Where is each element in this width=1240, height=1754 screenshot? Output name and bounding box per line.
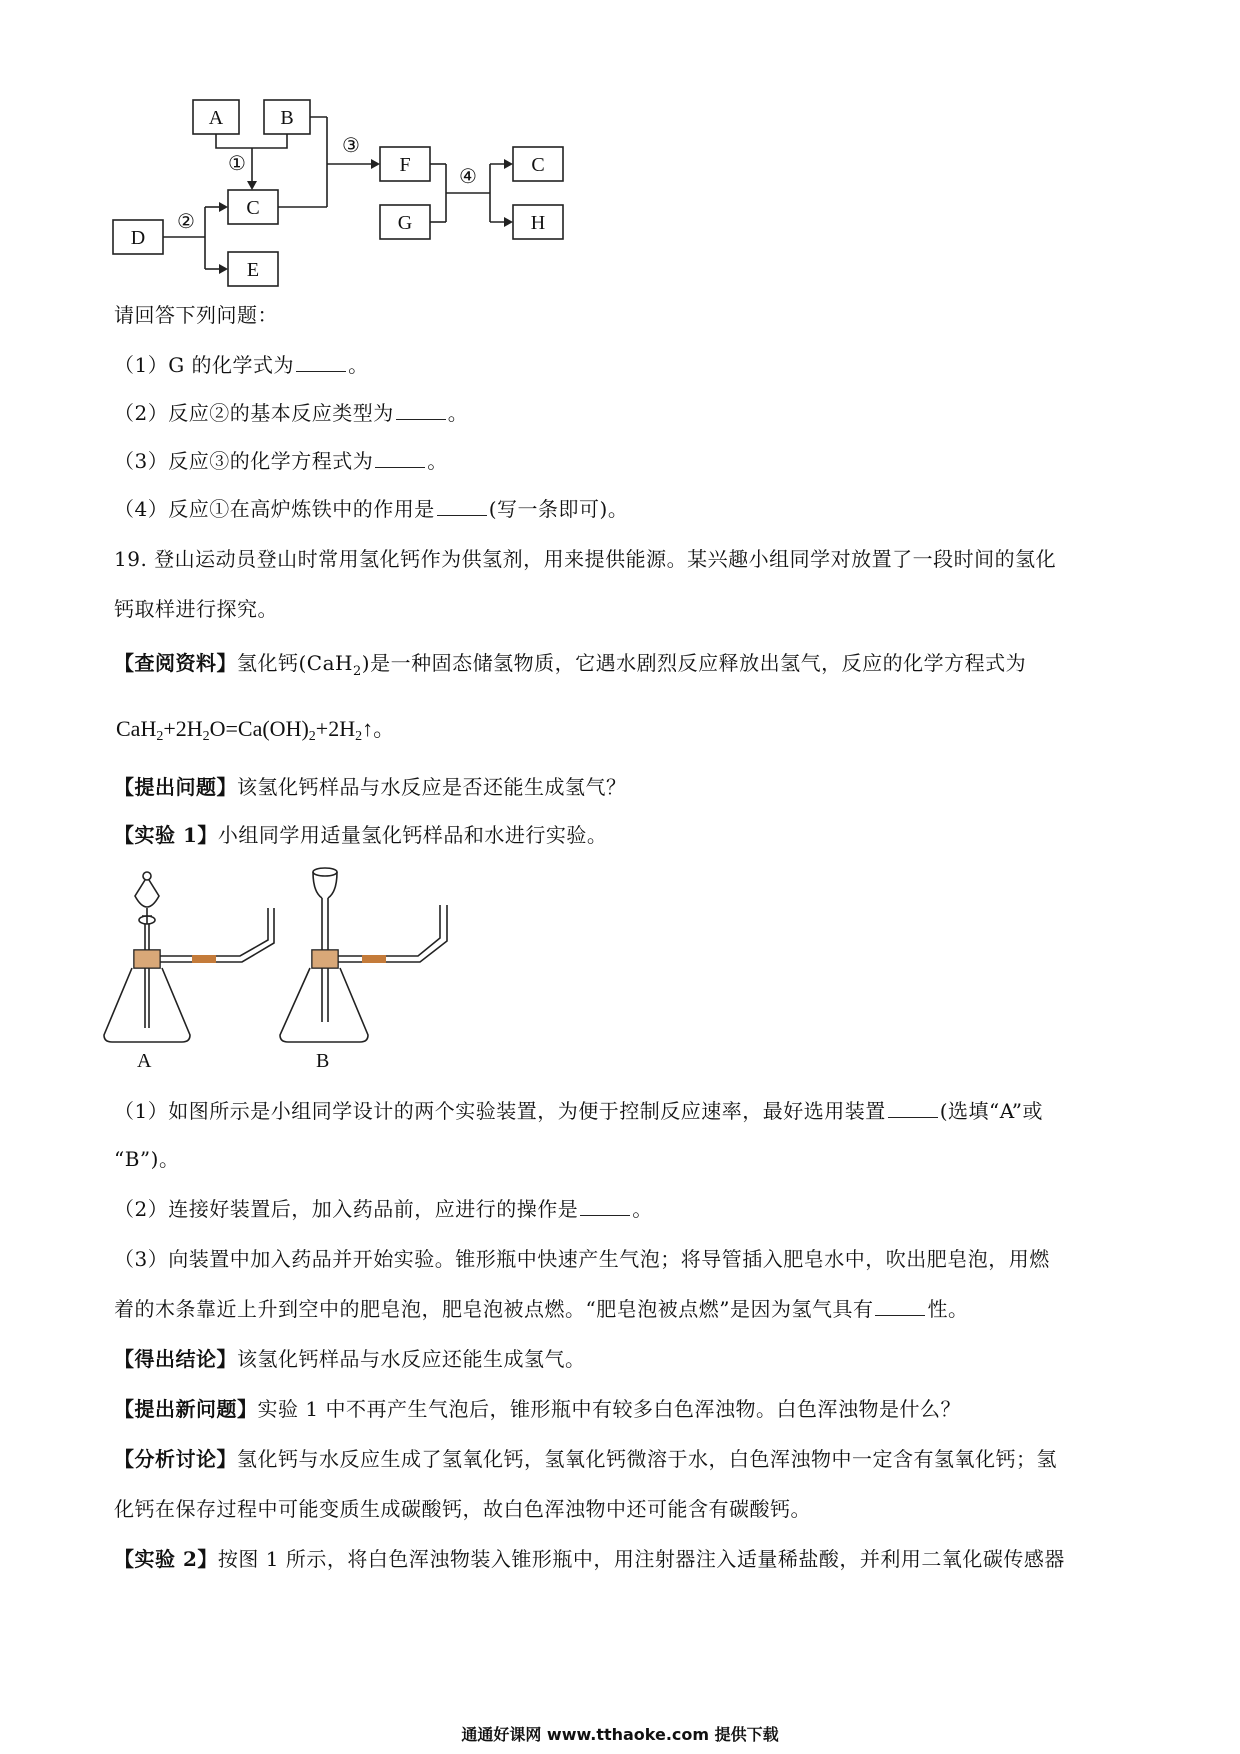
q18-part-4-text: （4）反应①在高炉炼铁中的作用是 xyxy=(114,497,435,521)
eq-part: +2H xyxy=(163,716,203,741)
box-h-label: H xyxy=(530,212,546,234)
experiment-2-heading: 【实验 2】 xyxy=(114,1547,218,1571)
q19-stem-line-2: 钙取样进行探究。 xyxy=(114,597,278,621)
q19-sub-1-line-2: “B”)。 xyxy=(114,1147,180,1171)
discussion-heading: 【分析讨论】 xyxy=(114,1447,237,1471)
q18-part-2-end: 。 xyxy=(447,401,469,425)
sub-3-text-end: 性。 xyxy=(927,1297,969,1321)
q19-sub-2 xyxy=(114,1196,653,1222)
eq-part: ↑。 xyxy=(362,716,396,741)
experiment-2-text: 按图 1 所示，将白色浑浊物装入锥形瓶中，用注射器注入适量稀盐酸，并利用二氧化碳传感器 xyxy=(217,1547,1065,1571)
eq-subscript: 2 xyxy=(156,729,164,744)
stopper-b xyxy=(312,950,338,968)
sub-1-text: （1）如图所示是小组同学设计的两个实验装置，为便于控制反应速率，最好选用装置 xyxy=(114,1099,886,1123)
eq-part: O=Ca(OH) xyxy=(209,716,309,741)
q19-info xyxy=(114,650,1026,685)
q18-part-3-end: 。 xyxy=(427,449,448,473)
q19-sub-3-line-1: （3）向装置中加入药品并开始实验。锥形瓶中快速产生气泡；将导管插入肥皂水中，吹出肥皂泡，用燃 xyxy=(114,1247,1050,1271)
conclusion-heading: 【得出结论】 xyxy=(114,1347,237,1371)
box-a-label: A xyxy=(208,107,224,129)
q19-conclusion xyxy=(114,1346,586,1372)
answer-blank[interactable] xyxy=(888,1099,938,1118)
info-text-a: 氢化钙(CaH xyxy=(237,651,353,675)
q18-part-3-text: （3）反应③的化学方程式为 xyxy=(114,449,374,473)
reaction-1-marker: ① xyxy=(228,153,246,175)
reaction-2-marker: ② xyxy=(177,211,195,233)
box-f-label: F xyxy=(399,154,411,176)
question-heading: 【提出问题】 xyxy=(114,775,237,799)
apparatus-a xyxy=(104,872,274,1042)
answer-blank[interactable] xyxy=(375,449,425,468)
question-text: 该氢化钙样品与水反应是否还能生成氢气？ xyxy=(237,775,627,799)
apparatus-figure xyxy=(100,860,480,1080)
reaction-4-marker: ④ xyxy=(459,166,477,188)
box-c-label: C xyxy=(246,197,260,219)
box-c2-label: C xyxy=(531,154,545,176)
q18-part-2-text: （2）反应②的基本反应类型为 xyxy=(114,401,394,425)
sub-1-text-end: (选填“A”或 xyxy=(939,1099,1043,1123)
box-d-label: D xyxy=(130,227,146,249)
experiment-1-text: 小组同学用适量氢化钙样品和水进行实验。 xyxy=(217,823,608,847)
box-g-label: G xyxy=(397,212,413,234)
q18-part-2 xyxy=(114,400,468,426)
eq-subscript: 2 xyxy=(202,729,210,744)
answer-blank[interactable] xyxy=(296,353,346,372)
new-question-text: 实验 1 中不再产生气泡后，锥形瓶中有较多白色浑浊物。白色浑浊物是什么？ xyxy=(257,1397,961,1421)
info-subscript: 2 xyxy=(352,664,362,679)
experiment-1-heading: 【实验 1】 xyxy=(114,823,218,847)
rubber-tube-b xyxy=(362,955,386,963)
q19-discussion-line-2: 化钙在保存过程中可能变质生成碳酸钙，故白色浑浊物中还可能含有碳酸钙。 xyxy=(114,1497,811,1521)
conclusion-text: 该氢化钙样品与水反应还能生成氢气。 xyxy=(237,1347,586,1371)
apparatus-a-label: A xyxy=(137,1050,152,1072)
q19-new-question xyxy=(114,1396,961,1422)
eq-subscript: 2 xyxy=(308,729,316,744)
reaction-flow-diagram xyxy=(0,0,640,300)
page-footer: 通通好课网 www.tthaoke.com 提供下载 xyxy=(461,1725,779,1744)
q18-part-4-end: (写一条即可)。 xyxy=(488,497,629,521)
stopper-a xyxy=(134,950,160,968)
chemical-equation xyxy=(116,712,395,743)
q19-discussion-line-1 xyxy=(114,1446,1057,1472)
sub-2-text: （2）连接好装置后，加入药品前，应进行的操作是 xyxy=(114,1197,579,1221)
info-heading: 【查阅资料】 xyxy=(114,651,237,675)
sub-3-text: 着的木条靠近上升到空中的肥皂泡，肥皂泡被点燃。“肥皂泡被点燃”是因为氢气具有 xyxy=(114,1297,874,1321)
answer-blank[interactable] xyxy=(580,1197,630,1216)
q18-part-1-text: （1）G 的化学式为 xyxy=(114,353,295,377)
q19-experiment-1 xyxy=(114,822,607,848)
eq-subscript: 2 xyxy=(355,729,363,744)
reaction-3-marker: ③ xyxy=(342,135,360,157)
box-b-label: B xyxy=(280,107,294,129)
discussion-text: 氢化钙与水反应生成了氢氧化钙，氢氧化钙微溶于水，白色浑浊物中一定含有氢氧化钙；氢 xyxy=(237,1447,1057,1471)
answer-blank[interactable] xyxy=(875,1297,925,1316)
new-question-heading: 【提出新问题】 xyxy=(114,1397,258,1421)
q19-sub-1-line-1 xyxy=(114,1098,1043,1124)
sub-2-text-end: 。 xyxy=(632,1197,653,1221)
q18-part-1-end: 。 xyxy=(348,353,369,377)
q18-intro: 请回答下列问题： xyxy=(114,303,278,327)
eq-part: +2H xyxy=(315,716,356,741)
q19-stem-line-1: 19. 登山运动员登山时常用氢化钙作为供氢剂，用来提供能源。某兴趣小组同学对放置了一段时间的氢化 xyxy=(114,547,1057,571)
apparatus-b-label: B xyxy=(316,1050,330,1072)
rubber-tube-a xyxy=(192,955,216,963)
box-e-label: E xyxy=(246,259,260,281)
q18-part-3 xyxy=(114,448,448,474)
q19-question xyxy=(114,774,627,800)
answer-blank[interactable] xyxy=(437,497,487,516)
eq-part: CaH xyxy=(116,716,157,741)
q18-part-1 xyxy=(114,352,369,378)
answer-blank[interactable] xyxy=(396,401,446,420)
q18-part-4 xyxy=(114,496,628,522)
q19-experiment-2 xyxy=(114,1546,1065,1572)
q19-sub-3-line-2 xyxy=(114,1296,968,1322)
info-text-b: )是一种固态储氢物质，它遇水剧烈反应释放出氢气，反应的化学方程式为 xyxy=(361,651,1027,675)
